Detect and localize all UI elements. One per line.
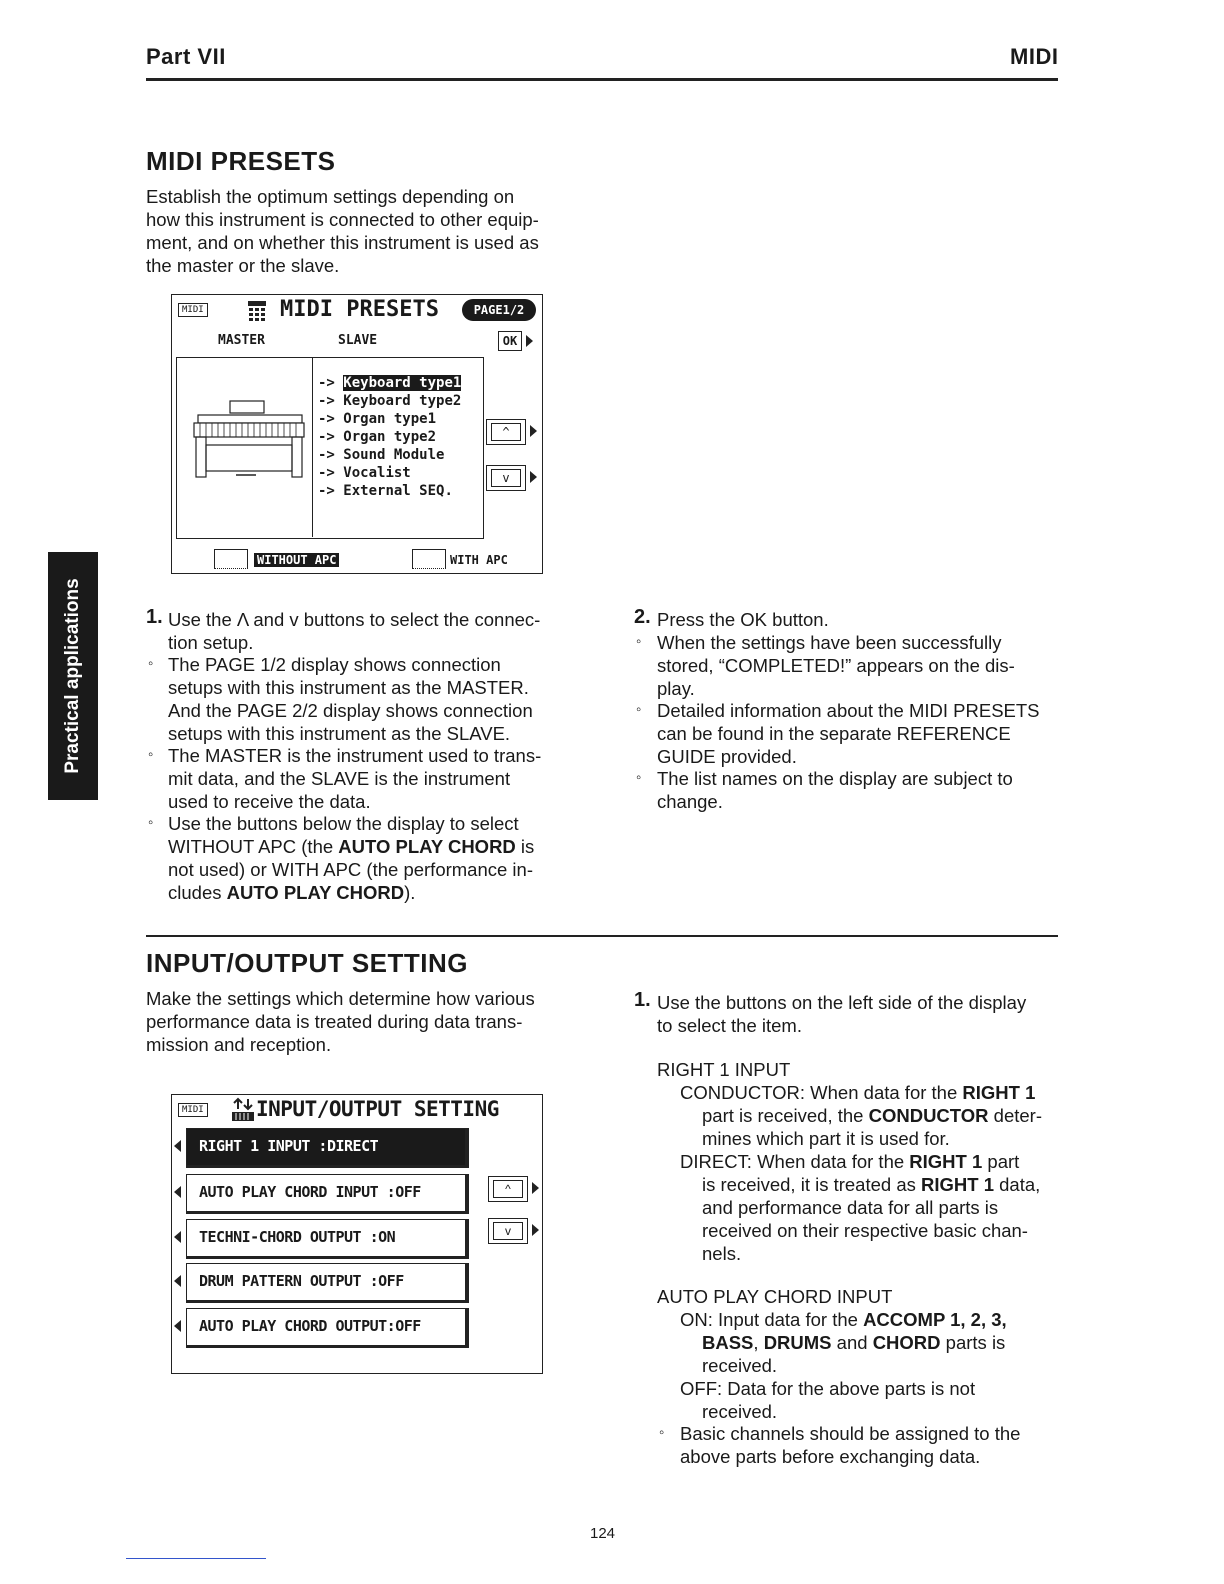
item-label: Organ type1 (343, 411, 437, 427)
select-arrow-icon (174, 1320, 181, 1332)
item-label: Sound Module (343, 447, 445, 463)
io-row-label: TECHNI-CHORD OUTPUT :ON (199, 1228, 396, 1246)
down-arrow-icon (530, 471, 537, 483)
io-row-apc-input[interactable] (186, 1174, 469, 1214)
text-line: Basic channels should be assigned to the (680, 1423, 1021, 1444)
select-arrow-icon (174, 1231, 181, 1243)
intro-line: performance data is treated during data trans- (146, 1011, 523, 1032)
text-run: ON: Input data for the (680, 1309, 864, 1330)
arrow-icon: -> (318, 393, 335, 409)
up-icon: ^ (493, 1180, 523, 1198)
text-line (680, 1173, 1060, 1196)
down-arrow-icon (532, 1224, 539, 1236)
bullet-master-text (168, 744, 568, 813)
midi-tag: MIDI (178, 1103, 208, 1117)
bold-run: ACCOMP 1, 2, 3, (863, 1309, 1007, 1330)
list-item[interactable] (318, 483, 453, 499)
text-line: to select the item. (657, 1015, 802, 1036)
intro-line: Establish the optimum settings depending on (146, 186, 515, 207)
step-2-text: Press the OK button. (657, 609, 829, 630)
text-line (680, 1331, 1060, 1354)
io-setting-intro (146, 987, 576, 1056)
selected-item: Keyboard type1 (343, 375, 462, 391)
list-item[interactable] (318, 411, 436, 427)
text-run: part (982, 1151, 1020, 1172)
text-run: parts is (940, 1332, 1006, 1353)
item-label: Organ type2 (343, 429, 437, 445)
select-arrow-icon (174, 1140, 181, 1152)
text-line: mines which part it is used for. (702, 1128, 950, 1149)
intro-line: mission and reception. (146, 1034, 332, 1055)
text-line: received. (702, 1401, 778, 1422)
arrow-icon: -> (318, 411, 335, 427)
bullet-icon: ◦ (148, 655, 154, 672)
io-step-1-text (657, 991, 1057, 1037)
conductor-text (680, 1081, 1060, 1150)
midi-presets-heading: MIDI PRESETS (146, 146, 336, 176)
intro-line: how this instrument is connected to other equip- (146, 209, 539, 230)
io-row-drum-pattern-output[interactable] (186, 1263, 469, 1303)
up-arrow-icon (532, 1182, 539, 1194)
text-line: change. (657, 791, 723, 812)
bullet-reference-text (657, 699, 1057, 768)
ok-button[interactable]: OK (498, 331, 522, 351)
side-tab (48, 552, 98, 800)
bullet-icon: ◦ (659, 1424, 665, 1441)
side-tab-label: Practical applications (62, 578, 83, 774)
midi-tag: MIDI (178, 303, 208, 317)
bullet-icon: ◦ (148, 746, 154, 763)
piano-pane (176, 357, 313, 537)
text-line (680, 1150, 1060, 1173)
page-number: 124 (590, 1525, 616, 1542)
up-button[interactable] (488, 1176, 528, 1202)
col-slave: SLAVE (338, 333, 378, 348)
without-apc-label: WITHOUT APC (254, 553, 339, 567)
col-master: MASTER (218, 333, 265, 348)
io-step-1-number: 1. (634, 989, 651, 1011)
select-arrow-icon (174, 1186, 181, 1198)
text-run: DIRECT: When data for the (680, 1151, 910, 1172)
piano-icon (176, 357, 312, 537)
text-line: received. (702, 1355, 778, 1376)
text-line: received on their respective basic chan- (702, 1220, 1028, 1241)
io-row-techni-chord-output[interactable] (186, 1219, 469, 1259)
preset-grid-icon (248, 301, 266, 323)
arrow-icon: -> (318, 447, 335, 463)
bullet-icon: ◦ (636, 633, 642, 650)
text-run: and (831, 1332, 873, 1353)
text-run: cludes (168, 882, 227, 903)
text-line: nels. (702, 1243, 742, 1264)
item-label: Keyboard type2 (343, 393, 462, 409)
text-line: The MASTER is the instrument used to trans- (168, 745, 542, 766)
bold-run: CONDUCTOR (868, 1105, 989, 1126)
item-label: External SEQ. (343, 483, 453, 499)
bullet-apc-text (168, 812, 568, 904)
on-text (680, 1308, 1060, 1377)
text-line: and performance data for all parts is (702, 1197, 999, 1218)
text-line (168, 835, 568, 858)
text-line (680, 1104, 1060, 1127)
up-arrow-icon (530, 425, 537, 437)
arrow-icon: -> (318, 375, 335, 391)
text-line: GUIDE provided. (657, 746, 797, 767)
text-line (168, 881, 568, 904)
text-line: can be found in the separate REFERENCE (657, 723, 1011, 744)
list-item[interactable] (318, 465, 411, 481)
io-row-apc-output[interactable] (186, 1308, 469, 1348)
text-line: setups with this instrument as the MASTER. (168, 677, 529, 698)
bold-run: CHORD (872, 1332, 941, 1353)
bold-run: RIGHT 1 (909, 1151, 983, 1172)
text-run: is received, it is treated as (702, 1174, 922, 1195)
item-label: Vocalist (343, 465, 411, 481)
select-arrow-icon (174, 1275, 181, 1287)
bullet-basic-channels-text (680, 1422, 1060, 1468)
up-icon: ^ (491, 423, 521, 441)
midi-presets-intro (146, 185, 576, 277)
text-line: setups with this instrument as the SLAVE. (168, 723, 511, 744)
step-1-number: 1. (146, 606, 163, 628)
text-line: not used) or WITH APC (the performance in- (168, 859, 533, 880)
list-item[interactable] (318, 447, 444, 463)
text-line: tion setup. (168, 632, 254, 653)
intro-line: Make the settings which determine how various (146, 988, 535, 1009)
io-row-label: AUTO PLAY CHORD INPUT :OFF (199, 1183, 421, 1201)
without-apc-button[interactable] (214, 549, 248, 569)
list-item[interactable] (318, 393, 461, 409)
header-rule (146, 78, 1058, 81)
io-row-label: DRUM PATTERN OUTPUT :OFF (199, 1272, 404, 1290)
text-run: , (753, 1332, 764, 1353)
intro-line: the master or the slave. (146, 255, 340, 276)
bullet-completed-text (657, 631, 1057, 700)
text-line: The list names on the display are subject to (657, 768, 1013, 789)
down-button[interactable] (486, 465, 526, 491)
text-line: above parts before exchanging data. (680, 1446, 981, 1467)
step-1-text (168, 608, 568, 654)
io-icon (230, 1097, 256, 1123)
up-button[interactable] (486, 419, 526, 445)
right1-heading: RIGHT 1 INPUT (657, 1059, 791, 1080)
bold-run: BASS (702, 1332, 754, 1353)
step-2-number: 2. (634, 606, 651, 628)
down-icon: v (493, 1222, 523, 1240)
text-run: CONDUCTOR: When data for the (680, 1082, 963, 1103)
text-line: Use the buttons below the display to select (168, 813, 519, 834)
with-apc-button[interactable] (412, 549, 446, 569)
bullet-icon: ◦ (148, 814, 154, 831)
text-run: deter- (988, 1105, 1042, 1126)
bullet-list-names-text (657, 767, 1057, 813)
text-run: part is received, the (702, 1105, 869, 1126)
bold-run: RIGHT 1 (921, 1174, 994, 1195)
io-setting-heading: INPUT/OUTPUT SETTING (146, 948, 468, 978)
io-row-right1-input[interactable] (186, 1128, 469, 1168)
page-badge[interactable]: PAGE1/2 (462, 299, 536, 321)
text-line: stored, “COMPLETED!” appears on the dis- (657, 655, 1015, 676)
bold-run: AUTO PLAY CHORD (338, 836, 516, 857)
text-line: play. (657, 678, 695, 699)
text-run: data, (994, 1174, 1041, 1195)
text-line: Use the buttons on the left side of the display (657, 992, 1027, 1013)
display-title: INPUT/OUTPUT SETTING (256, 1097, 499, 1121)
text-line: The PAGE 1/2 display shows connection (168, 654, 501, 675)
bold-run: DRUMS (763, 1332, 832, 1353)
text-line (680, 1308, 1060, 1331)
bullet-icon: ◦ (636, 701, 642, 718)
bullet-page-text (168, 653, 568, 745)
ok-arrow-icon (526, 335, 533, 347)
list-item[interactable] (318, 375, 461, 391)
text-line: Use the Λ and v buttons to select the connec- (168, 609, 541, 630)
text-run: ). (404, 882, 416, 903)
text-line (680, 1081, 1060, 1104)
apc-input-heading: AUTO PLAY CHORD INPUT (657, 1286, 893, 1307)
text-run: is (515, 836, 535, 857)
arrow-icon: -> (318, 483, 335, 499)
with-apc-label: WITH APC (450, 553, 508, 567)
bold-run: RIGHT 1 (962, 1082, 1036, 1103)
down-icon: v (491, 469, 521, 487)
direct-text (680, 1150, 1060, 1265)
text-line: used to receive the data. (168, 791, 371, 812)
text-run: WITHOUT APC (the (168, 836, 339, 857)
text-line: mit data, and the SLAVE is the instrument (168, 768, 511, 789)
footer-line (126, 1558, 266, 1559)
text-line: Detailed information about the MIDI PRESETS (657, 700, 1040, 721)
preset-list (318, 375, 488, 505)
off-text (680, 1377, 1060, 1423)
display-title: MIDI PRESETS (280, 297, 439, 322)
midi-presets-display (171, 294, 543, 574)
list-item[interactable] (318, 429, 436, 445)
intro-line: ment, and on whether this instrument is used as (146, 232, 539, 253)
text-line: OFF: Data for the above parts is not (680, 1378, 976, 1399)
bullet-icon: ◦ (636, 769, 642, 786)
chapter-label: MIDI (1010, 44, 1059, 69)
io-row-label: AUTO PLAY CHORD OUTPUT:OFF (199, 1317, 421, 1335)
arrow-icon: -> (318, 429, 335, 445)
arrow-icon: -> (318, 465, 335, 481)
text-line: When the settings have been successfully (657, 632, 1002, 653)
text-line: And the PAGE 2/2 display shows connection (168, 700, 533, 721)
bold-run: AUTO PLAY CHORD (226, 882, 405, 903)
part-label: Part VII (146, 44, 226, 69)
down-button[interactable] (488, 1218, 528, 1244)
section-rule (146, 935, 1058, 937)
io-row-label: RIGHT 1 INPUT :DIRECT (199, 1137, 379, 1155)
